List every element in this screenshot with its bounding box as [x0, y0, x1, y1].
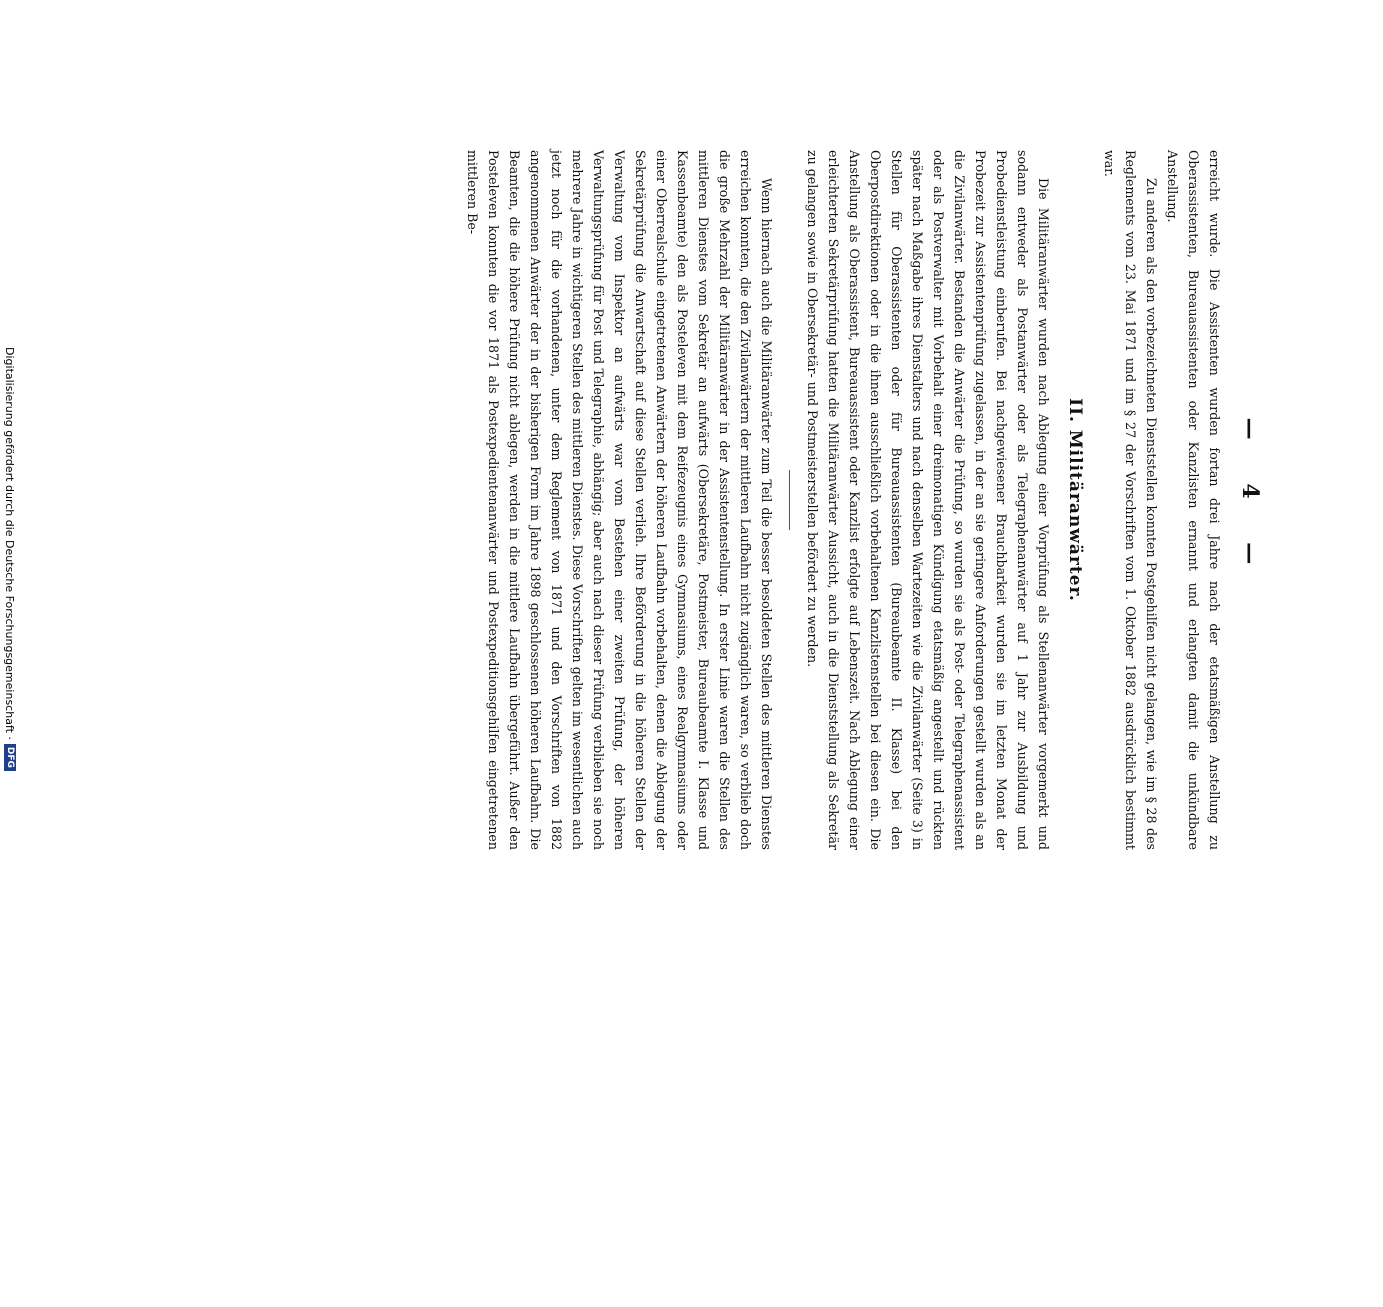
digitization-credit [3, 347, 17, 1307]
page-content [160, 150, 1263, 850]
rotated-page [160, 150, 1263, 850]
paragraph: erreicht wurde. Die Assistenten wurden fortan drei Jahre nach der etatsmäßigen Anstellung zu Oberassistenten, Bureauassistenten oder Kanzlisten ernannt und erlangten damit die unkündbare Anstellung. [1165, 150, 1222, 850]
paragraph: Wenn hiernach auch die Militäranwärter zum Teil die besser besoldeten Stellen des mittleren Dienstes erreichen konnten, die den Zivilanwärtern der mittleren Laufbahn nicht zugänglich waren, so verblieb doch die große Mehrzahl der Militäranwärter in der Assistentenstellung. In erster Linie waren die Stellen des mittleren Dienstes vom Sekretär an aufwärts (Obersekretäre, Postmeister, Bureaubeamte I. Klasse und Kassenbeamte) den als Posteleven mit dem Reifezeugnis eines Gymnasiums, eines Realgymnasiums oder einer Oberrealschule eingetretenen Anwärtern der höheren Laufbahn vorbehalten, denen die Ablegung der Sekretärprüfung die Anwartschaft auf diese Stellen verlieh. Ihre Beförderung in die höheren Stellen der Verwaltung vom Inspektor an aufwärts war vom Bestehen einer zweiten Prüfung, der höheren Verwaltungsprüfung für Post und Telegraphie, abhängig; aber auch nach dieser Prüfung verblieben sie noch mehrere Jahre in wichtigeren Stellen des mittleren Dienstes. Diese Vorschriften gelten im wesentlichen auch jetzt noch für die vorhandenen, unter dem Reglement von 1871 und den Vorschriften von 1882 angenommenen Anwärter der in der bisherigen Form im Jahre 1898 geschlossenen höheren Laufbahn. Die Beamten, die die höhere Prüfung nicht ablegen, werden in die mittlere Laufbahn übergeführt. Außer den Posteleven konnten die vor 1871 als Postexpedientenanwärter und Postexpeditionsgehilfen eingetretenen mittleren Be- [465, 150, 774, 850]
divider [789, 470, 790, 530]
page-number: — 4 — [1237, 417, 1263, 583]
section-title: II. Militäranwärter. [1065, 398, 1085, 602]
paragraph: Zu anderen als den vorbezeichneten Dienststellen konnten Postgehilfen nicht gelangen, wie im § 28 des Reglements vom 23. Mai 1871 und im § 27 der Vorschriften vom 1. Oktober 1882 ausdrücklich bestimmt war. [1102, 150, 1159, 850]
paragraph: Die Militäranwärter wurden nach Ablegung einer Vorprüfung als Stellenanwärter vorgemerkt und sodann entweder als Postanwärter oder als Telegraphenanwärter auf 1 Jahr zur Ausbildung und Probedienstleistung einberufen. Bei nachgewiesener Brauchbarkeit wurden sie im letzten Monat der Probezeit zur Assistentenprüfung zugelassen, in der an sie geringere Anforderungen gestellt wurden als an die Zivilanwärter. Bestanden die Anwärter die Prüfung, so wurden sie als Post- oder Telegraphenassistent oder als Postverwalter mit Vorbehalt einer dreimonatigen Kündigung etatsmäßig angestellt und rückten später nach Maßgabe ihres Dienstalters und nach denselben Wartezeiten wie die Zivilanwärter (Seite 3) in Stellen für Oberassistenten oder für Bureauassistenten (Bureaubeamte II. Klasse) bei den Oberpostdirektionen oder in die ihnen ausschließlich vorbehaltenen Kanzlistenstellen bei diesen ein. Die Anstellung als Oberassistent, Bureauassistent oder Kanzlist erfolgte auf Lebenszeit. Nach Ablegung einer erleichterten Sekretärprüfung hatten die Militäranwärter Aussicht, auch in die Dienststellung als Sekretär zu gelangen sowie in Obersekretär- und Postmeisterstellen befördert zu werden. [805, 150, 1051, 850]
dfg-logo: DFG [4, 744, 16, 771]
credit-text: Digitalisierung gefördert durch die Deutsche Forschungsgemeinschaft · [3, 347, 17, 740]
